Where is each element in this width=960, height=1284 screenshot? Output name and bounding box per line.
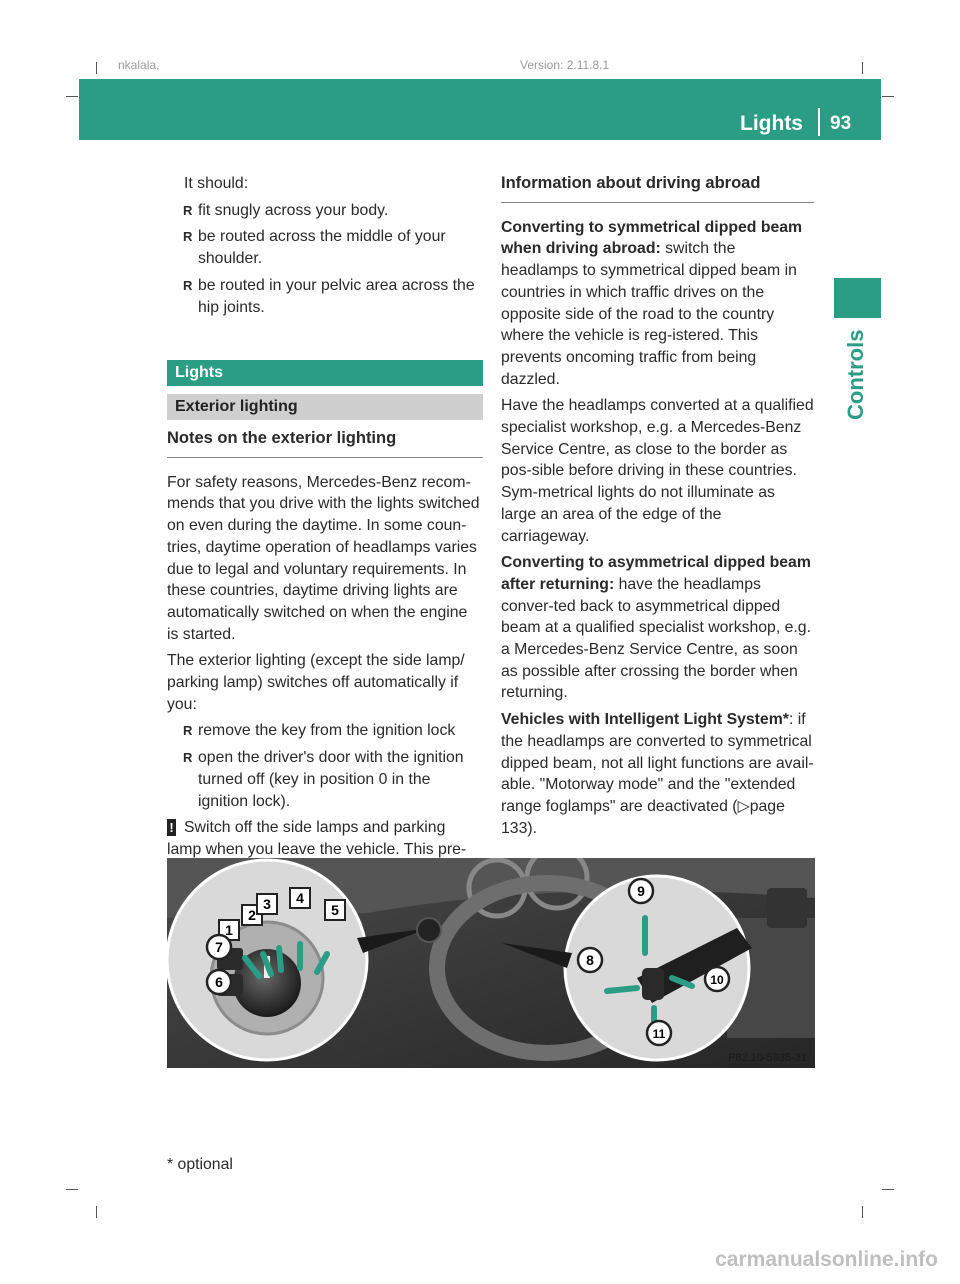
chapter-label: Controls — [843, 329, 868, 420]
crop-mark — [862, 62, 863, 74]
page-ref-arrow-icon: ▷ — [737, 797, 750, 815]
callout-label: 4 — [296, 890, 304, 906]
callout-label: 7 — [215, 939, 223, 955]
list-item — [167, 226, 483, 269]
list-item-text: remove the key from the ignition lock — [198, 722, 456, 740]
crop-mark — [96, 1206, 97, 1218]
callout-label: 11 — [652, 1027, 666, 1041]
paragraph-text: : if the headlamps are converted to symmetrical dipped beam, not all light functions are avail-able. "Motorway mode" and the "extended range foglamps" are deactivated — [501, 711, 814, 815]
list-item-text: fit snugly across your body. — [198, 201, 389, 219]
warning-text: Switch off the side lamps and parking lamp when you leave the vehicle. This pre- — [167, 819, 467, 858]
paragraph — [501, 217, 814, 391]
paragraph-text: switch the headlamps to symmetrical dipped beam in countries in which traffic drives on the opposite side of the road to the country where the vehicle is reg-istered. This prevents oncoming traffic from being dazzled. — [501, 240, 797, 388]
lead-in: Converting to symmetrical dipped beam when driving abroad: — [501, 218, 803, 258]
figure-code: P82.10-5935-31 — [728, 1052, 807, 1064]
page-title: Lights — [740, 112, 803, 135]
crop-mark — [66, 1189, 78, 1190]
bullet-mark: R — [183, 750, 193, 766]
section-heading: Information about driving abroad — [501, 173, 814, 203]
bullet-mark: R — [183, 202, 193, 218]
crop-mark — [96, 62, 97, 74]
print-meta-right: Version: 2.11.8.1 — [520, 58, 610, 72]
callout-label: 10 — [710, 973, 724, 987]
page-number: 93 — [830, 113, 852, 134]
list-item-text: open the driver's door with the ignition turned off (key in position 0 in the ignition lock). — [198, 749, 464, 810]
footnote: * optional — [167, 1156, 233, 1173]
direction-arrow — [607, 988, 637, 991]
right-column — [501, 173, 814, 844]
list-item-text: be routed in your pelvic area across the hip joints. — [198, 276, 475, 316]
crop-mark — [882, 96, 894, 97]
paragraph-text: have the headlamps conver-ted back to asymmetrical dipped beam at a qualified specialist workshop, e.g. a Mercedes-Benz Service Centre, as soon as possible after crossing the border when returning. — [501, 575, 811, 702]
callout-label: 8 — [586, 952, 594, 968]
callout-label: 6 — [215, 974, 223, 990]
list-item — [167, 275, 483, 318]
callout-3 — [257, 894, 277, 914]
callout-9 — [629, 879, 653, 903]
paragraph: For safety reasons, Mercedes-Benz recom-mends that you drive with the lights switched on even during the daytime. In some coun-tries, daytime operation of headlamps varies due to legal and voluntary requirements. In these countries, daytime driving lights are automatically switched on when the engine is started. — [167, 473, 480, 643]
crop-mark — [862, 1206, 863, 1218]
left-column — [167, 173, 483, 323]
callout-8 — [578, 948, 602, 972]
list-item — [167, 747, 483, 812]
callout-6 — [207, 970, 231, 994]
paragraph — [501, 552, 814, 704]
callout-label: 1 — [225, 922, 233, 938]
page-reference-link[interactable]: page 133). — [501, 797, 785, 837]
bullet-mark: R — [183, 723, 193, 739]
section-heading: Notes on the exterior lighting — [167, 428, 483, 458]
chapter-tab — [834, 278, 881, 318]
callout-label: 9 — [637, 883, 645, 899]
section-bar-exterior-lighting: Exterior lighting — [167, 394, 483, 420]
lead-in: Vehicles with Intelligent Light System — [501, 711, 783, 729]
left-column-body — [167, 428, 483, 887]
warning-icon: ! — [167, 819, 176, 836]
light-switch-figure — [167, 858, 815, 1068]
paragraph: Vehicles with Intelligent Light System*: if the headlamps are converted to symmetrical dipped beam, not all light functions are avail-able. "Motorway mode" and the "extended range foglamps" are deactivated (▷page 133). — [501, 711, 814, 837]
crop-mark — [882, 1189, 894, 1190]
callout-10 — [705, 967, 729, 991]
paragraph: The exterior lighting (except the side lamp/ parking lamp) switches off automatically if you: — [167, 652, 465, 713]
header-separator — [818, 108, 820, 136]
callout-7 — [207, 935, 231, 959]
print-meta-left: nkalala, — [118, 58, 160, 72]
callout-5 — [325, 900, 345, 920]
dashboard-illustration — [167, 858, 815, 1068]
callout-label: 3 — [263, 896, 271, 912]
callout-11 — [647, 1021, 671, 1045]
lead-in: Converting to asymmetrical dipped beam after returning: — [501, 554, 811, 593]
direction-arrow — [279, 948, 281, 970]
section-bar-lights: Lights — [167, 360, 483, 386]
bullet-mark: R — [183, 229, 193, 245]
crop-mark — [66, 96, 78, 97]
list-item — [167, 200, 483, 222]
optional-star: * — [782, 711, 789, 729]
callout-label: 5 — [331, 902, 339, 918]
callout-4 — [290, 888, 310, 908]
list-item-text: be routed across the middle of your shoulder. — [198, 228, 446, 268]
paragraph: Have the headlamps converted at a qualified specialist workshop, e.g. a Mercedes-Benz Service Centre, as close to the border as pos-sible before driving in these countries. Sym-metrical lights do not illuminate as large an area of the edge of the carriageway. — [501, 397, 814, 545]
bullet-mark: R — [183, 277, 193, 293]
watermark: carmanualsonline.info — [715, 1248, 938, 1271]
intro-text: It should: — [184, 175, 249, 192]
list-item — [167, 720, 483, 742]
callout-label: 2 — [248, 907, 256, 923]
